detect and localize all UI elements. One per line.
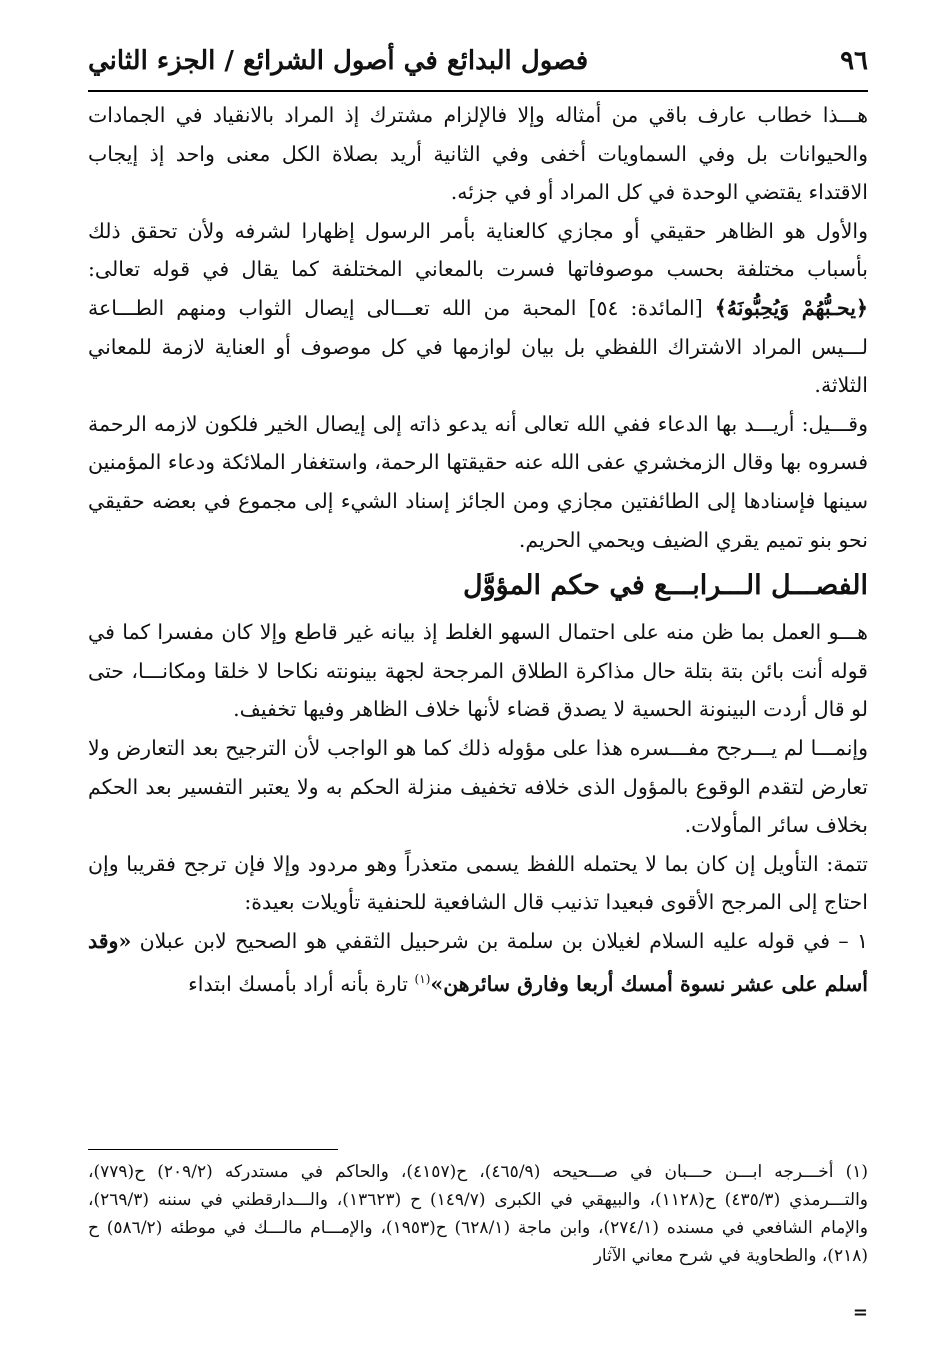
paragraph-7-text-b: تارة بأنه أراد بأمسك ابتداء (188, 972, 409, 997)
paragraph-2-text-b: [المائدة: ٥٤] المحبة من الله تعـــالى إيصال الثواب ومنهم الطـــاعة لـــيس المراد الاشتراك اللفظي بل بيان لوازمها في كل موصوف أو العناية لازمة للمعاني الثلاثة. (88, 295, 868, 398)
footnotes (88, 1158, 868, 1270)
page-number: ٩٦ (840, 46, 868, 76)
paragraph-4: هـــو العمل بما ظن منه على احتمال السهو الغلط إذ بيانه غير قاطع وإلا كان مفسرا كما في قوله أنت بائن بتة بتلة حال مذاكرة الطلاق المرجحة لجهة بينونته نكاحا لا خلقا ومكانـــا، حتى لو قال أردت البينونة الحسية لا يصدق قضاء لأنها خلاف الظاهر وفيها تخفيف. (88, 620, 868, 722)
paragraph-3: وقـــيل: أريـــد بها الدعاء ففي الله تعالى أنه يدعو ذاته إلى إيصال الخير فلكون لازمه الرحمة فسروه بها وقال الزمخشري عفى الله عنه حقيقتها الرحمة، واستغفار الملائكة ودعاء المؤمنين سينها فإسنادها إلى الطائفتين مجازي ومن الجائز إسناد الشيء إلى مجموع في بعضه حقيقي نحو بنو تميم يقري الضيف ويحمي الحريم. (88, 411, 868, 552)
document-page (88, 30, 868, 1330)
paragraph-5: وإنمـــا لم يـــرجح مفـــسره هذا على مؤوله ذلك كما هو الواجب لأن الترجيح بعد التعارض ولا تعارض لتقدم الوقوع بالمؤول الذى خلافه تخفيف منزلة الحكم به ولا يعتبر التفسير بعد الحكم بخلاف سائر المأولات. (88, 735, 868, 838)
paragraph-1: هـــذا خطاب عارف باقي من أمثاله وإلا فالإلزام مشترك إذ المراد بالانقياد في الجمادات والحيوانات بل وفي السماويات أخفى وفي الثانية أريد بصلاة الكل معنى واحد إذ إيجاب الاقتداء يقتضي الوحدة في كل المراد أو في جزئه. (88, 103, 868, 205)
footnote-continue-mark: = (852, 1302, 868, 1323)
section-heading: الفصـــل الـــرابـــع في حكم المؤوَّل (463, 570, 868, 602)
paragraph-2 (88, 212, 868, 405)
hadith-quote: «وقد أسلم على عشر نسوة أمسك أربعا وفارق سائرهن» (88, 928, 868, 997)
paragraph-6: تتمة: التأويل إن كان بما لا يحتمله اللفظ يسمى متعذراً وهو مردود وإلا فإن ترجح فقريبا وإن احتاج إلى المرجح الأقوى فبعيدا تذنيب قال الشافعية للحنفية تأويلات بعيدة: (88, 851, 868, 915)
footnote-separator (88, 1149, 338, 1150)
quran-verse: ﴿يحـبُّهُمْ وَيُحِبُّونَهُ﴾ (714, 295, 868, 320)
paragraph-7-text-a: ١ – في قوله عليه السلام لغيلان بن سلمة بن شرحبيل الثقفي هو الصحيح لابن عبلان (139, 928, 868, 953)
paragraph-2-text-a: والأول هو الظاهر حقيقي أو مجازي كالعناية بأمر الرسول إظهارا لشرفه ولأن تحقق ذلك بأسباب مختلفة بحسب موصوفاتها فسرت بالمعاني المختلفة كما يقال في قوله تعالى: (88, 218, 868, 282)
main-text (88, 96, 868, 1004)
paragraph-7 (88, 922, 868, 1004)
page-header (88, 40, 868, 92)
running-title: فصول البدائع في أصول الشرائع / الجزء الثاني (88, 46, 589, 76)
footnote-reference: (١) (414, 972, 431, 987)
footnote-1: (١) أخـــرجه ابـــن حـــبان في صـــحيحه (٤٦٥/٩)، ح(٤١٥٧)، والحاكم في مستدركه (٢٠٩/٢) ح(٧٧٩)، والتـــرمذي (٤٣٥/٣) ح(١١٢٨)، والبيهقي في الكبرى (١٤٩/٧) ح (١٣٦٢٣)، والـــدارقطني في سننه (٢٦٩/٣)، والإمام الشافعي في مسنده (٢٧٤/١)، وابن ماجة (٦٢٨/١) ح(١٩٥٣)، والإمـــام مالـــك في موطئه (٥٨٦/٢) ح (٢١٨)، والطحاوية في شرح معاني الآثار (88, 1162, 869, 1266)
